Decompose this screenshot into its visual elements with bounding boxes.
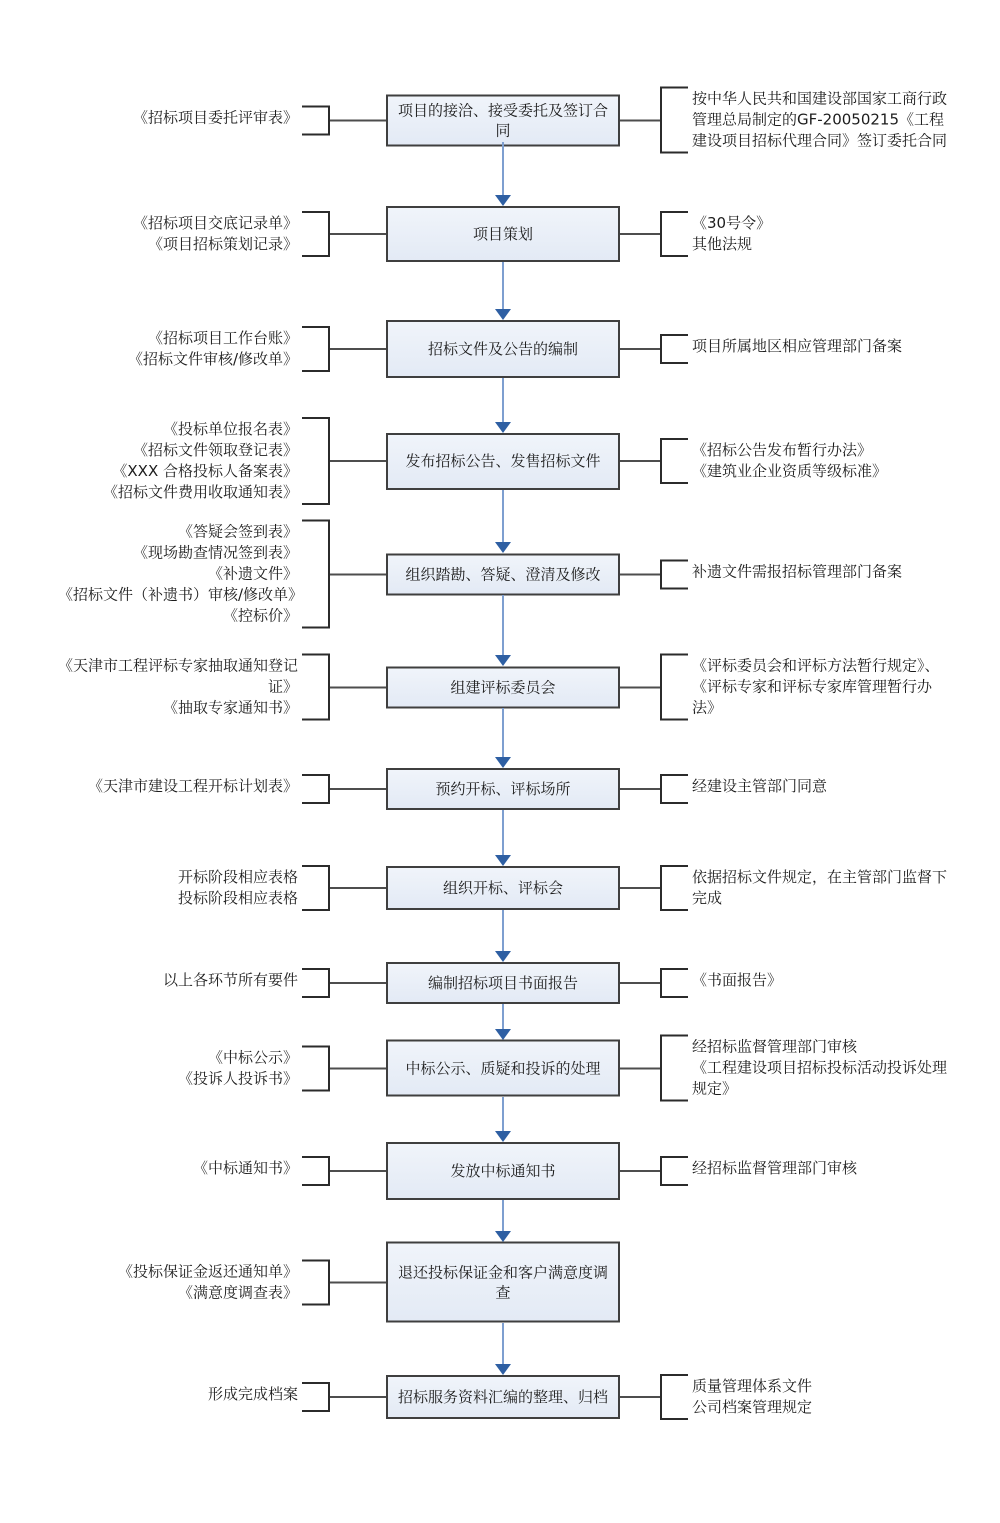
- left-annotation-text: [129, 211, 302, 257]
- annotation-line: 《招标文件（补遗书）审核/修改单》: [58, 585, 304, 604]
- annotation-line: 《答疑会签到表》: [177, 522, 298, 541]
- annotation-line: 《建筑业企业资质等级标准》: [692, 462, 888, 480]
- left-annotation-text: [84, 774, 302, 804]
- process-box-label: 组建评标委员会: [450, 678, 556, 696]
- annotation-line: 开标阶段相应表格: [177, 868, 298, 886]
- process-box-label: 项目的接洽、接受委托及签订合同: [397, 101, 608, 139]
- left-annotation: [204, 1382, 330, 1412]
- left-annotation: [54, 520, 330, 629]
- annotation-line: 以上各环节所有要件: [162, 971, 298, 989]
- process-box: [386, 866, 620, 910]
- connector-line: [620, 1067, 660, 1069]
- annotation-line: 《满意度调查表》: [177, 1283, 298, 1301]
- left-bracket-icon: [660, 87, 688, 154]
- right-annotation-text: [688, 334, 906, 364]
- left-annotation-text: [174, 1045, 302, 1091]
- right-annotation-text: [688, 865, 952, 911]
- connector-line: [330, 982, 386, 984]
- right-bracket-icon: [302, 654, 330, 721]
- arrow-shaft: [502, 1097, 504, 1132]
- process-box-label: 组织开标、评标会: [442, 879, 563, 897]
- right-annotation: [660, 774, 831, 804]
- arrow-shaft: [502, 1200, 504, 1231]
- annotation-line: 《30号令》: [692, 214, 772, 232]
- left-annotation: [129, 105, 330, 135]
- annotation-line: 《补遗文件》: [207, 564, 298, 583]
- left-bracket-icon: [660, 1156, 688, 1186]
- left-bracket-icon: [660, 334, 688, 364]
- arrow-head-icon: [495, 855, 511, 866]
- connector-line: [330, 233, 386, 235]
- connector-line: [620, 233, 660, 235]
- right-annotation: [660, 968, 786, 998]
- left-annotation-text: [114, 1259, 302, 1305]
- arrow-head-icon: [495, 542, 511, 553]
- arrow-shaft: [502, 708, 504, 757]
- left-annotation: [99, 417, 330, 505]
- right-annotation: [660, 87, 952, 154]
- process-box: [386, 1142, 620, 1200]
- flow-arrow: [495, 142, 511, 206]
- left-annotation-text: [99, 417, 302, 505]
- left-annotation-text: [189, 1156, 302, 1186]
- process-box: [386, 433, 620, 490]
- left-annotation-text: [129, 105, 302, 135]
- connector-line: [620, 119, 660, 121]
- right-annotation-text: [688, 438, 891, 484]
- arrow-shaft: [502, 262, 504, 309]
- right-bracket-icon: [302, 520, 330, 629]
- arrow-head-icon: [495, 422, 511, 433]
- annotation-line: 《工程建设项目招标投标活动投诉处理规定》: [692, 1058, 948, 1098]
- flow-row: [0, 1142, 1000, 1200]
- process-box: [386, 553, 620, 595]
- right-annotation-text: [688, 774, 831, 804]
- connector-line: [330, 686, 386, 688]
- left-bracket-icon: [660, 774, 688, 804]
- annotation-line: 项目所属地区相应管理部门备案: [692, 337, 903, 355]
- annotation-line: 《书面报告》: [692, 971, 783, 989]
- annotation-line: 形成完成档案: [207, 1385, 298, 1403]
- process-box-label: 招标服务资料汇编的整理、归档: [397, 1388, 608, 1406]
- annotation-line: 补遗文件需报招标管理部门备案: [692, 562, 903, 580]
- arrow-head-icon: [495, 309, 511, 320]
- connector-line: [330, 788, 386, 790]
- annotation-line: 其他法规: [692, 235, 753, 253]
- annotation-line: 公司档案管理规定: [692, 1398, 813, 1416]
- process-box: [386, 1242, 620, 1323]
- annotation-line: 按中华人民共和国建设部国家工商行政管理总局制定的GF-20050215《工程建设项目招标代理合同》签订委托合同: [692, 89, 948, 150]
- right-bracket-icon: [302, 968, 330, 998]
- connector-line: [620, 887, 660, 889]
- flow-arrow: [495, 262, 511, 320]
- connector-line: [330, 887, 386, 889]
- right-annotation-text: [688, 1374, 816, 1420]
- left-annotation: [84, 774, 330, 804]
- left-bracket-icon: [660, 559, 688, 589]
- annotation-line: 经建设主管部门同意: [692, 777, 828, 795]
- arrow-head-icon: [495, 1364, 511, 1375]
- flow-row: [0, 1035, 1000, 1102]
- connector-line: [620, 573, 660, 575]
- connector-line: [620, 1170, 660, 1172]
- left-bracket-icon: [660, 1374, 688, 1420]
- arrow-head-icon: [495, 195, 511, 206]
- right-annotation: [660, 1035, 952, 1102]
- flow-arrow: [495, 1200, 511, 1242]
- left-annotation-text: [54, 654, 302, 721]
- connector-line: [330, 1170, 386, 1172]
- connector-line: [330, 1067, 386, 1069]
- process-box: [386, 1040, 620, 1097]
- process-box: [386, 666, 620, 708]
- left-annotation: [114, 1259, 330, 1305]
- process-box: [386, 1375, 620, 1419]
- annotation-line: 经招标监督管理部门审核: [692, 1159, 858, 1177]
- left-annotation: [174, 865, 330, 911]
- annotation-line: 经招标监督管理部门审核: [692, 1037, 858, 1056]
- flow-row: [0, 1374, 1000, 1420]
- flow-row: [0, 865, 1000, 911]
- connector-line: [620, 460, 660, 462]
- connector-line: [330, 460, 386, 462]
- left-annotation: [54, 654, 330, 721]
- arrow-shaft: [502, 1323, 504, 1365]
- connector-line: [620, 348, 660, 350]
- process-box: [386, 962, 620, 1004]
- annotation-line: 质量管理体系文件: [692, 1377, 813, 1395]
- right-bracket-icon: [302, 1259, 330, 1305]
- annotation-line: 依据招标文件规定，在主管部门监督下完成: [692, 868, 948, 907]
- right-annotation: [660, 438, 891, 484]
- connector-line: [620, 686, 660, 688]
- annotation-line: 《招标项目交底记录单》: [132, 214, 298, 232]
- left-bracket-icon: [660, 211, 688, 257]
- annotation-line: 《抽取专家通知书》: [162, 698, 298, 717]
- process-box-label: 中标公示、质疑和投诉的处理: [405, 1059, 601, 1077]
- process-box-label: 编制招标项目书面报告: [427, 974, 578, 992]
- arrow-head-icon: [495, 1231, 511, 1242]
- arrow-shaft: [502, 142, 504, 195]
- arrow-shaft: [502, 1004, 504, 1029]
- right-bracket-icon: [302, 417, 330, 505]
- left-annotation-text: [124, 326, 302, 372]
- process-box-label: 预约开标、评标场所: [435, 780, 571, 798]
- left-annotation-text: [159, 968, 302, 998]
- annotation-line: 《中标公示》: [207, 1048, 298, 1066]
- annotation-line: 《招标公告发布暂行办法》: [692, 441, 873, 459]
- right-bracket-icon: [302, 326, 330, 372]
- annotation-line: 《投标单位报名表》: [162, 420, 298, 438]
- connector-line: [330, 1396, 386, 1398]
- left-bracket-icon: [660, 968, 688, 998]
- annotation-line: 《XXX 合格投标人备案表》: [112, 462, 298, 480]
- process-box-label: 招标文件及公告的编制: [427, 340, 578, 358]
- connector-line: [620, 982, 660, 984]
- process-box: [386, 94, 620, 146]
- annotation-line: 《天津市工程评标专家抽取通知登记证》: [58, 656, 299, 696]
- right-bracket-icon: [302, 211, 330, 257]
- annotation-line: 《招标文件领取登记表》: [132, 441, 298, 459]
- connector-line: [620, 788, 660, 790]
- process-box: [386, 320, 620, 378]
- right-annotation: [660, 559, 906, 589]
- right-annotation-text: [688, 211, 775, 257]
- process-box-label: 组织踏勘、答疑、澄清及修改: [405, 565, 601, 583]
- left-annotation: [189, 1156, 330, 1186]
- arrow-shaft: [502, 810, 504, 855]
- arrow-shaft: [502, 490, 504, 543]
- connector-line: [330, 1281, 386, 1283]
- annotation-line: 《招标文件费用收取通知表》: [102, 483, 298, 501]
- right-annotation: [660, 654, 952, 721]
- annotation-line: 《现场勘查情况签到表》: [132, 543, 298, 562]
- connector-line: [330, 119, 386, 121]
- process-box-label: 退还投标保证金和客户满意度调查: [397, 1263, 608, 1301]
- left-annotation: [174, 1045, 330, 1091]
- right-bracket-icon: [302, 105, 330, 135]
- annotation-line: 《投诉人投诉书》: [177, 1069, 298, 1087]
- flow-arrow: [495, 1097, 511, 1143]
- right-annotation: [660, 211, 775, 257]
- arrow-head-icon: [495, 1131, 511, 1142]
- right-annotation: [660, 334, 906, 364]
- annotation-line: 《投标保证金返还通知单》: [117, 1262, 298, 1280]
- flow-arrow: [495, 910, 511, 962]
- flow-row: [0, 206, 1000, 262]
- flow-row: [0, 320, 1000, 378]
- process-box: [386, 206, 620, 262]
- flow-arrow: [495, 1004, 511, 1040]
- left-annotation: [129, 211, 330, 257]
- left-annotation-text: [174, 865, 302, 911]
- flow-arrow: [495, 810, 511, 866]
- flow-row: [0, 962, 1000, 1004]
- right-bracket-icon: [302, 774, 330, 804]
- left-annotation-text: [204, 1382, 302, 1412]
- process-box-label: 发布招标公告、发售招标文件: [405, 452, 601, 470]
- left-bracket-icon: [660, 654, 688, 721]
- connector-line: [620, 1396, 660, 1398]
- connector-line: [330, 573, 386, 575]
- left-annotation: [159, 968, 330, 998]
- left-annotation-text: [54, 520, 302, 629]
- process-box: [386, 768, 620, 810]
- flow-arrow: [495, 1323, 511, 1376]
- right-annotation-text: [688, 1035, 952, 1102]
- annotation-line: 投标阶段相应表格: [177, 889, 298, 907]
- right-bracket-icon: [302, 865, 330, 911]
- process-box-label: 发放中标通知书: [450, 1162, 556, 1180]
- arrow-shaft: [502, 910, 504, 951]
- right-bracket-icon: [302, 1045, 330, 1091]
- left-bracket-icon: [660, 1035, 688, 1102]
- flow-arrow: [495, 378, 511, 433]
- arrow-head-icon: [495, 757, 511, 768]
- annotation-line: 《项目招标策划记录》: [147, 235, 298, 253]
- flow-row: [0, 768, 1000, 810]
- right-bracket-icon: [302, 1382, 330, 1412]
- connector-line: [330, 348, 386, 350]
- left-annotation: [124, 326, 330, 372]
- right-annotation-text: [688, 1156, 861, 1186]
- right-annotation: [660, 1374, 816, 1420]
- annotation-line: 《评标委员会和评标方法暂行规定》、《评标专家和评标专家库管理暂行办法》: [692, 656, 940, 717]
- annotation-line: 《招标项目委托评审表》: [132, 108, 298, 126]
- annotation-line: 《中标通知书》: [192, 1159, 298, 1177]
- left-bracket-icon: [660, 438, 688, 484]
- annotation-line: 《天津市建设工程开标计划表》: [87, 777, 298, 795]
- right-annotation-text: [688, 559, 906, 589]
- arrow-head-icon: [495, 1029, 511, 1040]
- annotation-line: 《招标文件审核/修改单》: [127, 350, 298, 368]
- right-annotation: [660, 865, 952, 911]
- arrow-shaft: [502, 378, 504, 422]
- right-annotation-text: [688, 654, 952, 721]
- left-bracket-icon: [660, 865, 688, 911]
- right-annotation: [660, 1156, 861, 1186]
- flow-arrow: [495, 708, 511, 768]
- arrow-head-icon: [495, 951, 511, 962]
- annotation-line: 《控标价》: [222, 606, 298, 625]
- arrow-shaft: [502, 595, 504, 655]
- process-box-label: 项目策划: [472, 225, 533, 243]
- right-annotation-text: [688, 87, 952, 154]
- flow-row: [0, 1242, 1000, 1323]
- right-bracket-icon: [302, 1156, 330, 1186]
- right-annotation-text: [688, 968, 786, 998]
- annotation-line: 《招标项目工作台账》: [147, 329, 298, 347]
- flow-arrow: [495, 595, 511, 666]
- flow-arrow: [495, 490, 511, 554]
- arrow-head-icon: [495, 655, 511, 666]
